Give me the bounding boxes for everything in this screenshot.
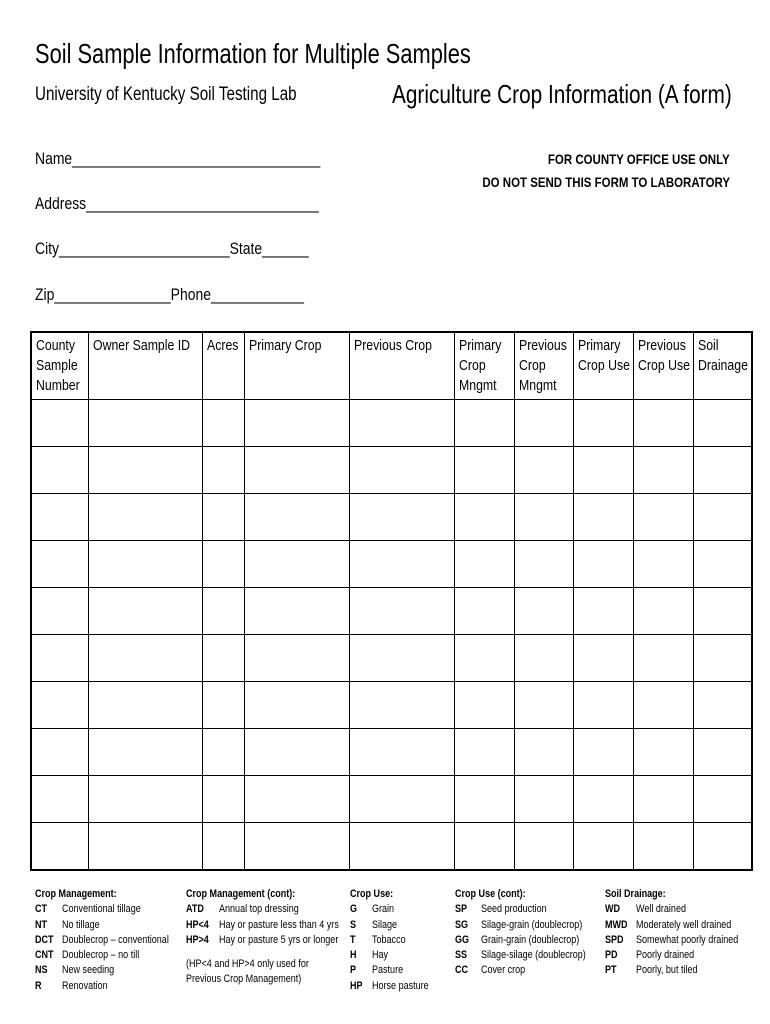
table-cell[interactable] — [693, 494, 752, 541]
legend-desc: Moderately well drained — [636, 918, 732, 931]
table-cell[interactable] — [454, 729, 514, 776]
table-row — [31, 588, 752, 635]
legend-desc: Horse pasture — [371, 979, 429, 992]
table-cell[interactable] — [31, 494, 88, 541]
legend-item — [186, 902, 377, 917]
legend-crop-use — [350, 887, 446, 994]
legend-desc: Poorly drained — [636, 949, 695, 962]
legend-item — [455, 963, 619, 978]
table-cell[interactable] — [693, 682, 752, 729]
table-cell[interactable] — [693, 447, 752, 494]
legend-code: T — [350, 933, 356, 946]
legend-code: CT — [35, 903, 48, 916]
table-cell[interactable] — [202, 541, 244, 588]
column-header: Owner Sample ID — [88, 332, 202, 400]
legend-code: HP — [350, 979, 363, 992]
table-cell[interactable] — [349, 494, 454, 541]
legend-desc: Seed production — [481, 903, 547, 916]
table-cell[interactable] — [349, 823, 454, 871]
table-cell[interactable] — [88, 494, 202, 541]
table-cell[interactable] — [244, 541, 349, 588]
table-cell[interactable] — [244, 729, 349, 776]
legend-code: R — [35, 979, 42, 992]
table-row — [31, 635, 752, 682]
table-cell[interactable] — [244, 588, 349, 635]
legend-title: Crop Management: — [35, 888, 117, 900]
column-header: County Sample Number — [31, 332, 88, 400]
legend-code: MWD — [605, 918, 628, 931]
table-cell[interactable] — [633, 588, 693, 635]
table-cell[interactable] — [202, 682, 244, 729]
table-cell[interactable] — [693, 729, 752, 776]
table-cell[interactable] — [454, 541, 514, 588]
table-header-row — [31, 332, 752, 400]
table-row — [31, 729, 752, 776]
table-cell[interactable] — [244, 823, 349, 871]
lab-name: University of Kentucky Soil Testing Lab — [35, 84, 297, 105]
table-cell[interactable] — [693, 541, 752, 588]
legend-desc: Hay or pasture less than 4 yrs — [219, 918, 339, 931]
table-row — [31, 400, 752, 447]
legend-desc: Well drained — [636, 903, 686, 916]
legend-item — [605, 918, 770, 933]
legend-code: HP>4 — [186, 933, 209, 946]
legend-desc: Doublecrop – no till — [62, 949, 140, 962]
legend-code: S — [350, 918, 357, 931]
table-cell[interactable] — [633, 447, 693, 494]
table-cell[interactable] — [88, 823, 202, 871]
table-cell[interactable] — [454, 447, 514, 494]
legend-item — [35, 963, 202, 978]
legend-desc: Renovation — [62, 979, 108, 992]
legend-desc: Hay or pasture 5 yrs or longer — [219, 933, 339, 946]
legend-code: H — [350, 949, 357, 962]
legend-desc: Cover crop — [481, 964, 526, 977]
address-field[interactable]: Address______________________________ — [35, 194, 319, 213]
table-cell[interactable] — [693, 588, 752, 635]
legend-item — [35, 902, 202, 917]
table-row — [31, 494, 752, 541]
table-cell[interactable] — [454, 776, 514, 823]
table-cell[interactable] — [349, 400, 454, 447]
table-cell[interactable] — [31, 400, 88, 447]
legend-code: PT — [605, 964, 617, 977]
table-cell[interactable] — [693, 635, 752, 682]
table-cell[interactable] — [454, 682, 514, 729]
table-cell[interactable] — [31, 541, 88, 588]
table-cell[interactable] — [31, 635, 88, 682]
table-cell[interactable] — [88, 729, 202, 776]
table-cell[interactable] — [633, 776, 693, 823]
table-cell[interactable] — [573, 494, 633, 541]
table-cell[interactable] — [573, 823, 633, 871]
legend-code: DCT — [35, 933, 54, 946]
legend-desc: Silage — [371, 918, 398, 931]
legend-code: SPD — [605, 933, 624, 946]
table-cell[interactable] — [88, 447, 202, 494]
table-cell[interactable] — [349, 588, 454, 635]
table-cell[interactable] — [454, 823, 514, 871]
table-cell[interactable] — [573, 541, 633, 588]
table-cell[interactable] — [31, 729, 88, 776]
table-cell[interactable] — [633, 541, 693, 588]
legend-desc: Grain — [371, 903, 395, 916]
legend-item — [350, 933, 448, 948]
name-field[interactable]: Name________________________________ — [35, 149, 321, 168]
legend-item — [455, 933, 619, 948]
legend-desc: Silage-grain (doublecrop) — [481, 918, 583, 931]
table-cell[interactable] — [514, 823, 573, 871]
legend-item — [455, 918, 619, 933]
table-cell[interactable] — [514, 635, 573, 682]
legend-item — [350, 948, 448, 963]
legend-item — [35, 933, 202, 948]
legend-desc: Annual top dressing — [219, 903, 299, 916]
table-cell[interactable] — [202, 400, 244, 447]
table-cell[interactable] — [514, 400, 573, 447]
legend-title: Crop Management (cont): — [186, 888, 296, 900]
table-cell[interactable] — [633, 823, 693, 871]
legend-code: G — [350, 903, 358, 916]
column-header: Primary Crop Mngmt — [454, 332, 514, 400]
city-state-field[interactable]: City______________________State______ — [35, 239, 309, 258]
legend-desc: Poorly, but tiled — [636, 964, 698, 977]
legend-crop-use-cont — [455, 887, 615, 979]
legend-crop-management-cont — [186, 887, 372, 988]
legend-item — [605, 933, 770, 948]
table-cell[interactable] — [573, 588, 633, 635]
legend-desc: Somewhat poorly drained — [636, 933, 739, 946]
table-cell[interactable] — [693, 776, 752, 823]
legend-crop-management — [35, 887, 198, 994]
legend-code: WD — [605, 903, 621, 916]
legend-desc: No tillage — [62, 918, 100, 931]
table-cell[interactable] — [349, 541, 454, 588]
legend-item — [605, 948, 770, 963]
legend-code: SS — [455, 949, 468, 962]
legend-note: (HP<4 and HP>4 only used for Previous Crop Management) — [186, 958, 309, 986]
legend-item — [605, 963, 770, 978]
table-row — [31, 541, 752, 588]
samples-table — [30, 331, 753, 871]
legend-soil-drainage — [605, 887, 768, 979]
legend-item — [350, 918, 448, 933]
table-cell[interactable] — [573, 776, 633, 823]
legend-item — [455, 948, 619, 963]
column-header: Previous Crop — [349, 332, 454, 400]
legend-item — [35, 979, 202, 994]
table-cell[interactable] — [633, 400, 693, 447]
legend-desc: Doublecrop – conventional — [62, 933, 169, 946]
legend-title: Soil Drainage: — [605, 888, 666, 900]
table-cell[interactable] — [202, 494, 244, 541]
table-cell[interactable] — [454, 400, 514, 447]
legend-code: SG — [455, 918, 469, 931]
table-cell[interactable] — [244, 494, 349, 541]
table-cell[interactable] — [349, 729, 454, 776]
table-cell[interactable] — [633, 682, 693, 729]
legend-code: NS — [35, 964, 48, 977]
legend-desc: Hay — [371, 949, 389, 962]
table-row — [31, 823, 752, 871]
table-row — [31, 447, 752, 494]
table-cell[interactable] — [573, 682, 633, 729]
table-cell[interactable] — [244, 682, 349, 729]
table-cell[interactable] — [693, 400, 752, 447]
table-cell[interactable] — [202, 823, 244, 871]
legend-code: HP<4 — [186, 918, 209, 931]
legend-code: PD — [605, 949, 618, 962]
column-header: Previous Crop Use — [633, 332, 693, 400]
legend-item — [350, 902, 448, 917]
form-name: Agriculture Crop Information (A form) — [392, 79, 732, 109]
table-cell[interactable] — [31, 447, 88, 494]
legend-code: P — [350, 964, 357, 977]
table-cell[interactable] — [454, 588, 514, 635]
table-cell[interactable] — [454, 494, 514, 541]
table-cell[interactable] — [514, 729, 573, 776]
table-cell[interactable] — [514, 776, 573, 823]
table-cell[interactable] — [693, 823, 752, 871]
table-cell[interactable] — [244, 635, 349, 682]
table-cell[interactable] — [88, 541, 202, 588]
legend-code: CNT — [35, 949, 54, 962]
table-cell[interactable] — [244, 447, 349, 494]
table-cell[interactable] — [573, 400, 633, 447]
table-cell[interactable] — [31, 682, 88, 729]
legend-code: GG — [455, 933, 470, 946]
county-office-note: FOR COUNTY OFFICE USE ONLY DO NOT SEND THIS FORM TO LABORATORY — [482, 151, 730, 190]
legend-item — [35, 918, 202, 933]
column-header: Primary Crop Use — [573, 332, 633, 400]
table-cell[interactable] — [454, 635, 514, 682]
table-cell[interactable] — [633, 635, 693, 682]
legend-item — [350, 979, 448, 994]
table-row — [31, 682, 752, 729]
column-header: Primary Crop — [244, 332, 349, 400]
table-cell[interactable] — [244, 400, 349, 447]
table-cell[interactable] — [244, 776, 349, 823]
table-cell[interactable] — [514, 541, 573, 588]
legend-item — [455, 902, 619, 917]
legend-desc: Silage-silage (doublecrop) — [481, 949, 586, 962]
legend-desc: New seeding — [62, 964, 115, 977]
table-cell[interactable] — [349, 776, 454, 823]
legend-item — [605, 902, 770, 917]
table-cell[interactable] — [202, 729, 244, 776]
table-cell[interactable] — [202, 635, 244, 682]
column-header: Previous Crop Mngmt — [514, 332, 573, 400]
table-cell[interactable] — [349, 447, 454, 494]
legend-desc: Pasture — [371, 964, 404, 977]
table-row — [31, 776, 752, 823]
table-cell[interactable] — [514, 447, 573, 494]
table-cell[interactable] — [88, 682, 202, 729]
table-cell[interactable] — [573, 729, 633, 776]
table-cell[interactable] — [31, 823, 88, 871]
legend-item — [186, 918, 377, 933]
column-header: Soil Drainage — [693, 332, 752, 400]
page-title: Soil Sample Information for Multiple Samples — [35, 38, 471, 69]
table-cell[interactable] — [514, 588, 573, 635]
table-cell[interactable] — [31, 776, 88, 823]
table-cell[interactable] — [88, 635, 202, 682]
table-cell[interactable] — [88, 588, 202, 635]
zip-phone-field[interactable]: Zip_______________Phone____________ — [35, 285, 305, 304]
legend-item — [35, 948, 202, 963]
table-cell[interactable] — [202, 776, 244, 823]
table-cell[interactable] — [514, 494, 573, 541]
table-cell[interactable] — [514, 682, 573, 729]
table-cell[interactable] — [202, 447, 244, 494]
table-cell[interactable] — [88, 400, 202, 447]
legend-code: NT — [35, 918, 48, 931]
legend-item — [186, 933, 377, 948]
legend-code: ATD — [186, 903, 204, 916]
column-header: Acres — [202, 332, 244, 400]
legend-code: CC — [455, 964, 469, 977]
legend-title: Crop Use: — [350, 888, 394, 900]
legend-item — [350, 963, 448, 978]
table-cell[interactable] — [349, 682, 454, 729]
legend-title: Crop Use (cont): — [455, 888, 526, 900]
table-cell[interactable] — [633, 729, 693, 776]
legend-desc: Tobacco — [371, 933, 406, 946]
legend-code: SP — [455, 903, 468, 916]
table-cell[interactable] — [573, 447, 633, 494]
legend-desc: Conventional tillage — [62, 903, 141, 916]
table-cell[interactable] — [88, 776, 202, 823]
table-cell[interactable] — [633, 494, 693, 541]
table-cell[interactable] — [31, 588, 88, 635]
table-cell[interactable] — [202, 588, 244, 635]
table-cell[interactable] — [573, 635, 633, 682]
table-cell[interactable] — [349, 635, 454, 682]
legend-desc: Grain-grain (doublecrop) — [481, 933, 580, 946]
